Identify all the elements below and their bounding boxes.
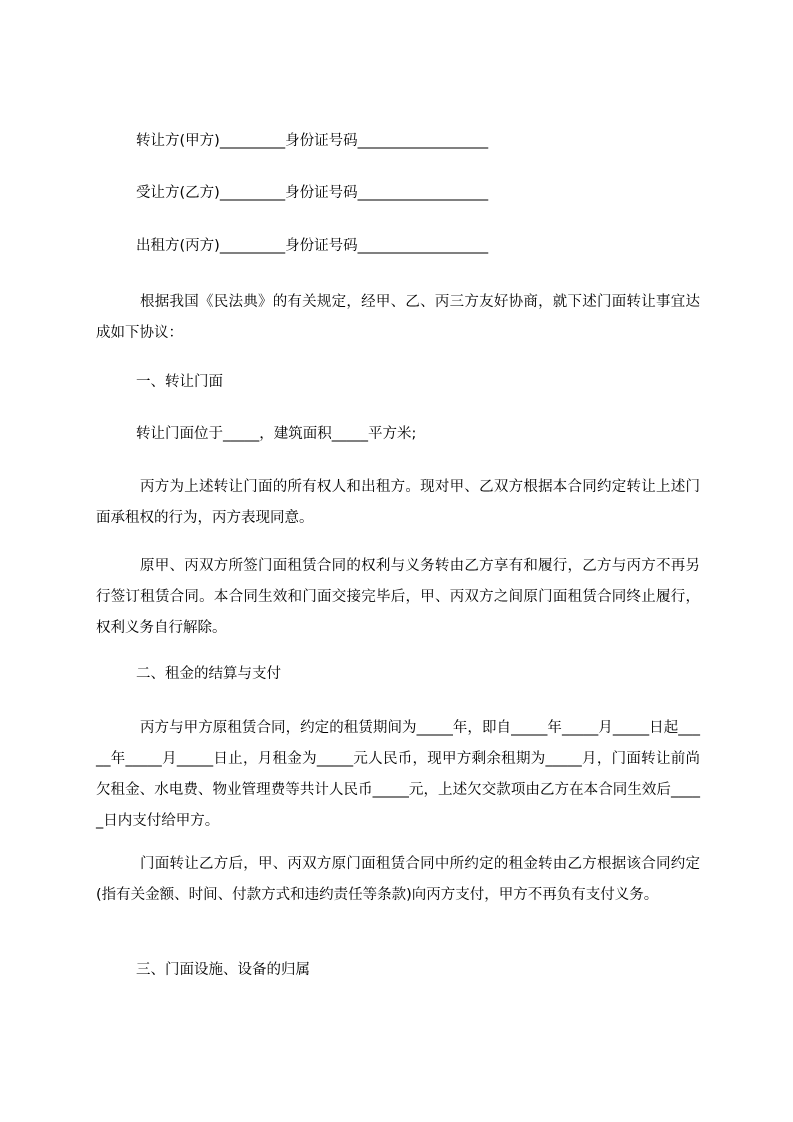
section-3-title: 三、门面设施、设备的归属 — [136, 962, 310, 978]
section-2-title: 二、租金的结算与支付 — [136, 666, 281, 682]
location-line: 转让门面位于_____，建筑面积_____平方米; — [136, 426, 417, 442]
section-1-title: 一、转让门面 — [136, 374, 223, 390]
lessor-line: 出租方(丙方)_________身份证号码__________________ — [136, 238, 489, 254]
section-1-paragraph-2: 原甲、丙双方所签门面租赁合同的权利与义务转由乙方享有和履行，乙方与丙方不再另行签订租赁合同。本合同生效和门面交接完毕后，甲、丙双方之间原门面租赁合同终止履行，权利义务自行解除。 — [96, 558, 700, 636]
section-1-paragraph-1: 丙方为上述转让门面的所有权人和出租方。现对甲、乙双方根据本合同约定转让上述门面承租权的行为，丙方表现同意。 — [96, 479, 700, 526]
transferor-line: 转让方(甲方)_________身份证号码__________________ — [136, 133, 489, 149]
section-2-paragraph-1: 丙方与甲方原租赁合同，约定的租赁期间为_____年，即自_____年_____月_____日起_____年_____月_____日止，月租金为_____元人民币，现甲方剩余租期为_____月，门面转让前尚欠租金、水电费、物业管理费等共计人民币_____元，上述欠交款项由乙方在本合同生效后_____日内支付给甲方。 — [96, 720, 700, 829]
intro-paragraph: 根据我国《民法典》的有关规定，经甲、乙、丙三方友好协商，就下述门面转让事宜达成如下协议： — [96, 294, 700, 341]
transferee-line: 受让方(乙方)_________身份证号码__________________ — [136, 185, 489, 201]
section-2-paragraph-2: 门面转让乙方后，甲、丙双方原门面租赁合同中所约定的租金转由乙方根据该合同约定(指有关金额、时间、付款方式和违约责任等条款)向丙方支付，甲方不再负有支付义务。 — [96, 856, 700, 903]
